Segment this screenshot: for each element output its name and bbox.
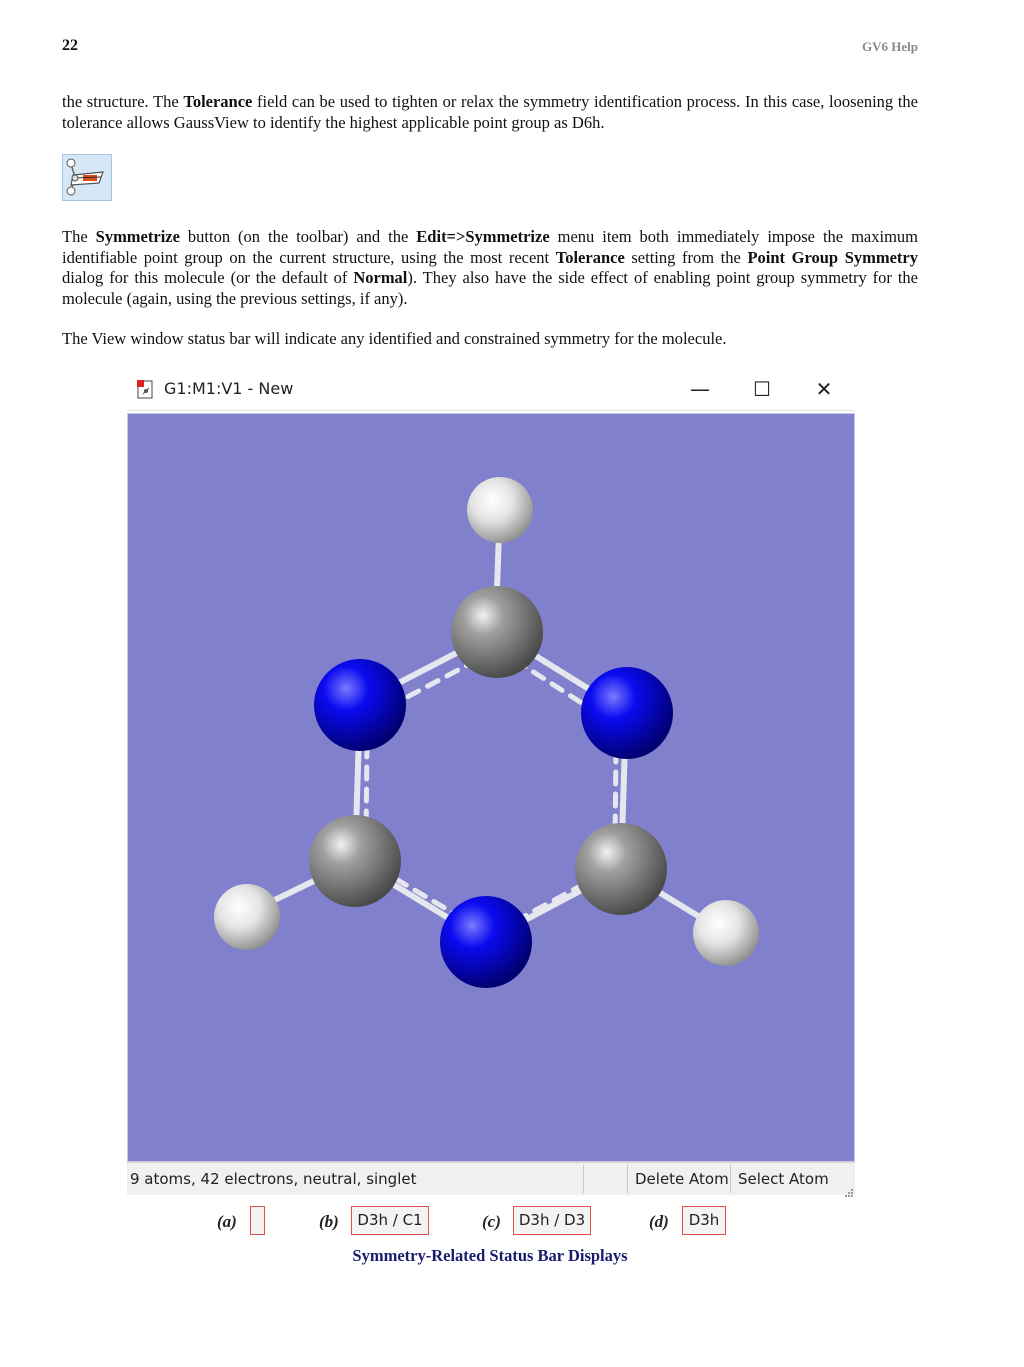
paragraph-status-bar: The View window status bar will indicate any identified and constrained symmetry for the molecule. — [62, 329, 727, 348]
status-divider — [730, 1165, 731, 1193]
symmetrize-icon — [62, 154, 112, 201]
variant-box-c: D3h / D3 — [513, 1206, 591, 1235]
variant-box-b: D3h / C1 — [351, 1206, 429, 1235]
variant-box-a — [250, 1206, 265, 1235]
status-divider — [583, 1165, 584, 1193]
variant-label-c: (c) — [482, 1212, 501, 1231]
page-number: 22 — [62, 37, 78, 54]
gaussview-file-icon — [135, 379, 155, 399]
resize-grip-icon[interactable] — [843, 1183, 853, 1193]
status-text: 9 atoms, 42 electrons, neutral, singlet — [130, 1170, 417, 1188]
close-button[interactable]: ✕ — [815, 377, 833, 401]
maximize-button[interactable]: ☐ — [753, 377, 771, 401]
status-bar — [127, 1162, 855, 1195]
paragraph-symmetrize: The Symmetrize button (on the toolbar) and the Edit=>Symmetrize menu item both immediately impose the maximum identifiable point group on the current structure, using the most recent Tolerance setting from the Point Group Symmetry dialog for this molecule (or the default of Normal). They also have the side effect of enabling point group symmetry for the molecule (again, using the previous settings, if any). — [62, 227, 919, 308]
variant-label-b: (b) — [319, 1212, 339, 1231]
view-window — [127, 370, 855, 1196]
status-variants — [0, 1205, 1024, 1237]
delete-atom-button[interactable]: Delete Atom — [635, 1170, 729, 1188]
status-divider — [627, 1165, 628, 1193]
paragraph-tolerance: the structure. The Tolerance field can be used to tighten or relax the symmetry identification process. In this case, loosening the tolerance allows GaussView to identify the highest applicable point group as D6h. — [62, 92, 918, 132]
triazine-molecule — [128, 414, 854, 1161]
figure-caption: Symmetry-Related Status Bar Displays — [352, 1246, 628, 1265]
title-bar[interactable] — [127, 370, 855, 411]
variant-label-d: (d) — [649, 1212, 669, 1231]
variant-box-d: D3h — [682, 1206, 726, 1235]
running-title: GV6 Help — [862, 39, 918, 54]
window-title: G1:M1:V1 - New — [164, 379, 294, 398]
select-atom-button[interactable]: Select Atom — [738, 1170, 829, 1188]
variant-label-a: (a) — [217, 1212, 237, 1231]
molecule-viewport[interactable] — [127, 413, 855, 1162]
minimize-button[interactable]: — — [690, 377, 710, 401]
